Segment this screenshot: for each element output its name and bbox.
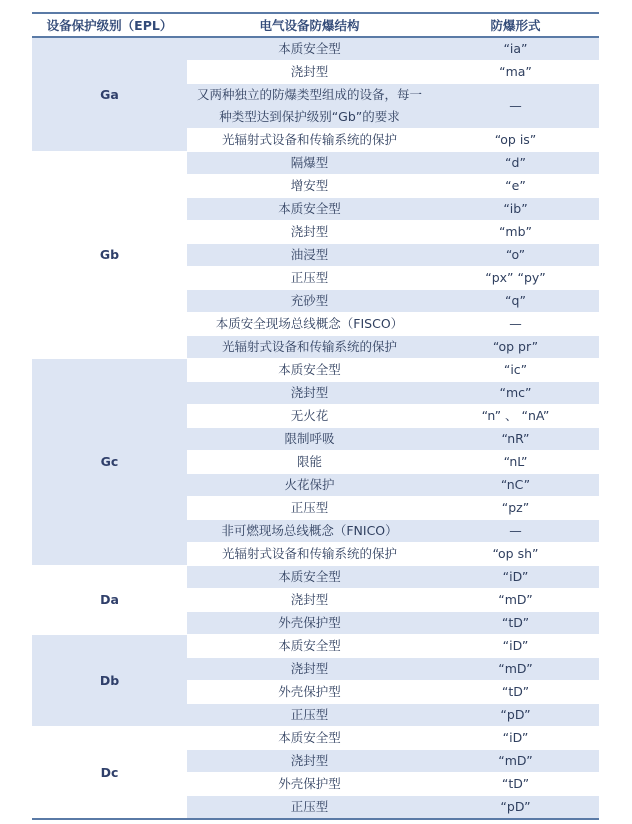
table-row (32, 566, 599, 589)
structure-cell: 正压型 (187, 497, 432, 520)
epl-level-cell: Gb (32, 152, 187, 359)
form-cell: “mD” (432, 658, 599, 681)
structure-cell: 限制呼吸 (187, 428, 432, 451)
structure-cell: 光辐射式设备和传输系统的保护 (187, 543, 432, 566)
form-cell: “pD” (432, 704, 599, 727)
structure-cell: 非可燃现场总线概念（FNICO） (187, 520, 432, 543)
header-form: 防爆形式 (432, 13, 599, 37)
form-cell: “n” 、 “nA” (432, 405, 599, 428)
form-cell: “q” (432, 290, 599, 313)
structure-cell: 又两种独立的防爆类型组成的设备，每一种类型达到保护级别“Gb”的要求 (187, 84, 432, 129)
form-cell: “o” (432, 244, 599, 267)
structure-cell: 浇封型 (187, 658, 432, 681)
structure-cell: 无火花 (187, 405, 432, 428)
table-row (32, 37, 599, 61)
header-row (32, 13, 599, 37)
epl-level-cell: Gc (32, 359, 187, 566)
table-body (32, 37, 599, 819)
table-row (32, 359, 599, 382)
epl-level-cell: Ga (32, 37, 187, 152)
table-row (32, 727, 599, 750)
form-cell: “pD” (432, 796, 599, 820)
form-cell: “iD” (432, 727, 599, 750)
form-cell: “mD” (432, 589, 599, 612)
structure-cell: 外壳保护型 (187, 681, 432, 704)
form-cell: “tD” (432, 612, 599, 635)
form-cell: — (432, 84, 599, 129)
structure-cell: 正压型 (187, 704, 432, 727)
structure-cell: 本质安全型 (187, 198, 432, 221)
form-cell: “mc” (432, 382, 599, 405)
form-cell: “tD” (432, 773, 599, 796)
form-cell: “op is” (432, 129, 599, 152)
structure-cell: 浇封型 (187, 61, 432, 84)
form-cell: “d” (432, 152, 599, 175)
structure-cell: 浇封型 (187, 221, 432, 244)
structure-cell: 浇封型 (187, 589, 432, 612)
structure-cell: 火花保护 (187, 474, 432, 497)
structure-cell: 浇封型 (187, 382, 432, 405)
epl-level-cell: Db (32, 635, 187, 727)
structure-cell: 正压型 (187, 796, 432, 820)
form-cell: “op sh” (432, 543, 599, 566)
header-epl: 设备保护级别（EPL） (32, 13, 187, 37)
epl-level-cell: Dc (32, 727, 187, 820)
structure-cell: 本质安全型 (187, 635, 432, 658)
structure-cell: 光辐射式设备和传输系统的保护 (187, 336, 432, 359)
epl-level-cell: Da (32, 566, 187, 635)
form-cell: “ib” (432, 198, 599, 221)
structure-cell: 外壳保护型 (187, 773, 432, 796)
form-cell: — (432, 313, 599, 336)
form-cell: “px” “py” (432, 267, 599, 290)
structure-cell: 本质安全型 (187, 37, 432, 61)
form-cell: “nC” (432, 474, 599, 497)
form-cell: “nL” (432, 451, 599, 474)
form-cell: “tD” (432, 681, 599, 704)
structure-cell: 限能 (187, 451, 432, 474)
structure-cell: 油浸型 (187, 244, 432, 267)
structure-cell: 本质安全型 (187, 727, 432, 750)
form-cell: “iD” (432, 566, 599, 589)
form-cell: “nR” (432, 428, 599, 451)
header-structure: 电气设备防爆结构 (187, 13, 432, 37)
structure-cell: 浇封型 (187, 750, 432, 773)
structure-cell: 外壳保护型 (187, 612, 432, 635)
form-cell: “e” (432, 175, 599, 198)
structure-cell: 隔爆型 (187, 152, 432, 175)
form-cell: — (432, 520, 599, 543)
structure-cell: 本质安全型 (187, 359, 432, 382)
table-row (32, 152, 599, 175)
form-cell: “ma” (432, 61, 599, 84)
structure-cell: 正压型 (187, 267, 432, 290)
form-cell: “pz” (432, 497, 599, 520)
structure-cell: 增安型 (187, 175, 432, 198)
form-cell: “ic” (432, 359, 599, 382)
structure-cell: 充砂型 (187, 290, 432, 313)
epl-protection-table (32, 12, 599, 820)
form-cell: “mb” (432, 221, 599, 244)
structure-cell: 本质安全型 (187, 566, 432, 589)
structure-cell: 光辐射式设备和传输系统的保护 (187, 129, 432, 152)
table-row (32, 635, 599, 658)
structure-cell: 本质安全现场总线概念（FISCO） (187, 313, 432, 336)
form-cell: “op pr” (432, 336, 599, 359)
form-cell: “mD” (432, 750, 599, 773)
form-cell: “iD” (432, 635, 599, 658)
form-cell: “ia” (432, 37, 599, 61)
